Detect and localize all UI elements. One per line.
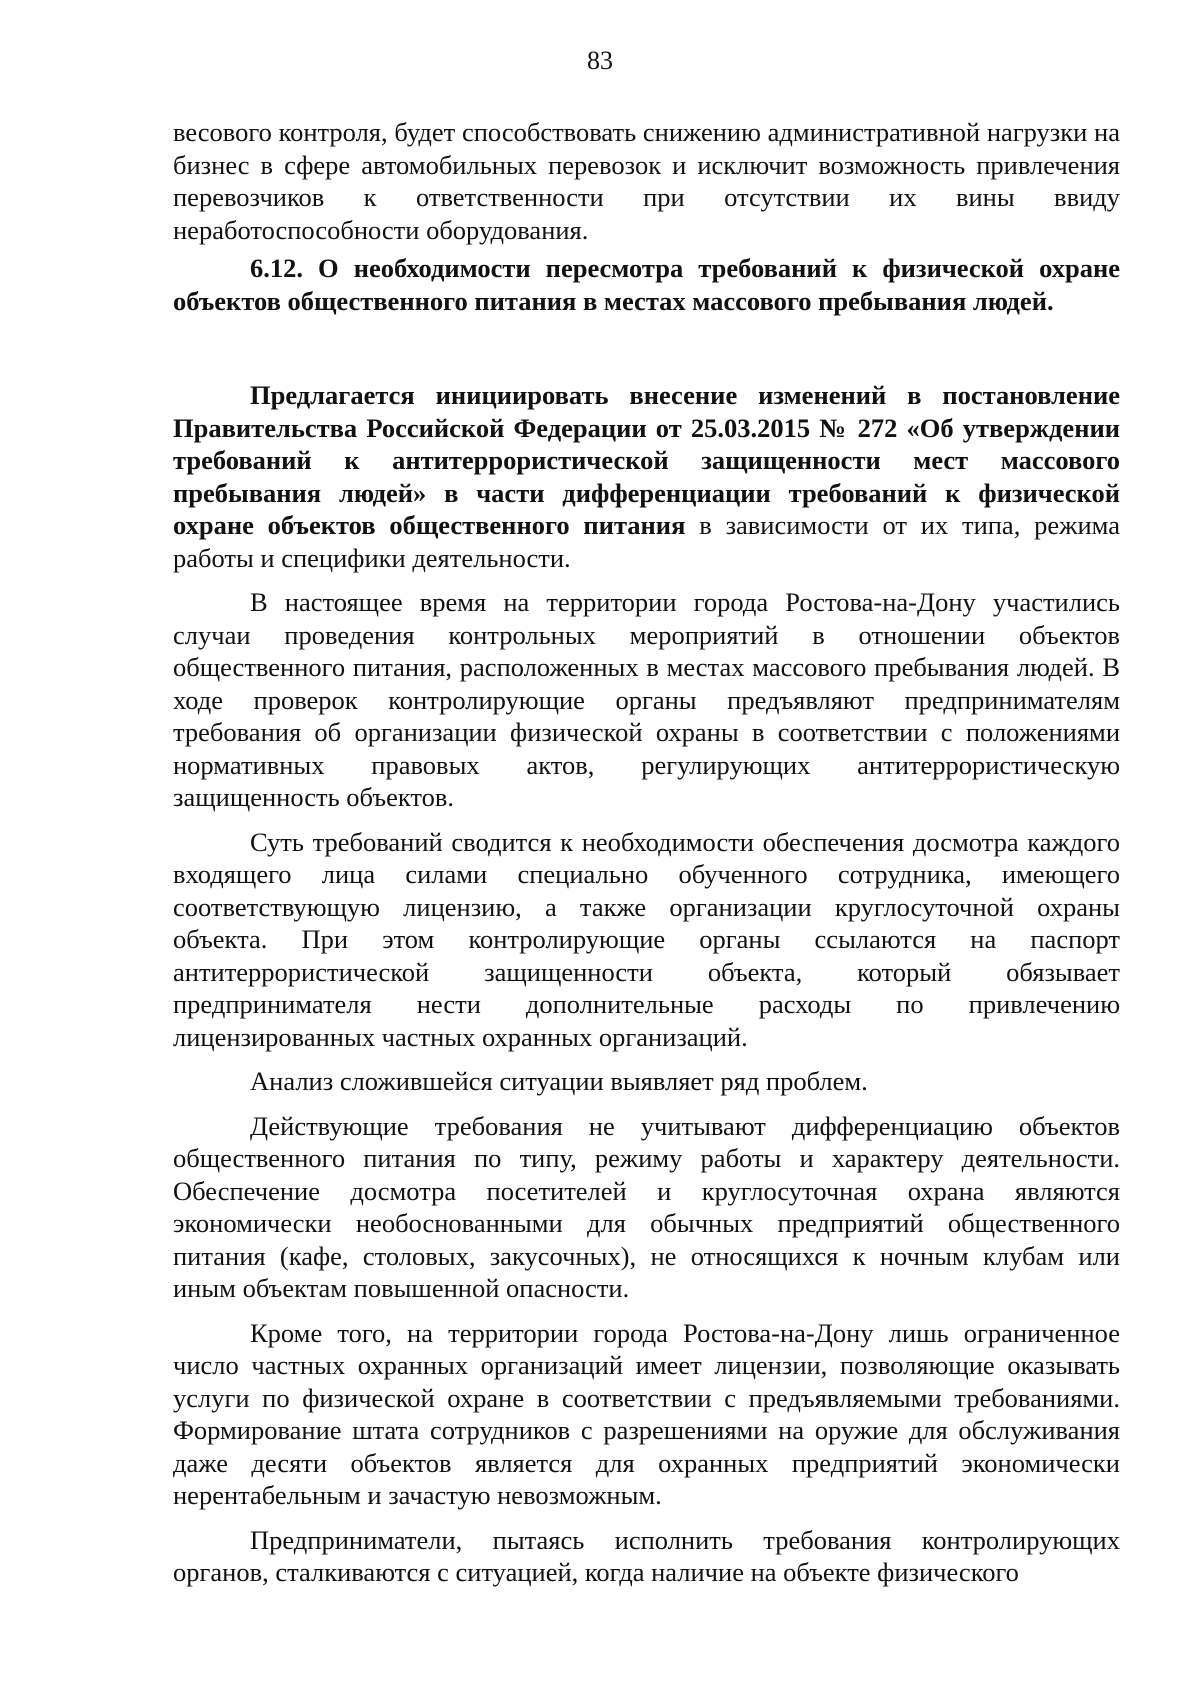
proposal-paragraph [173,379,1120,574]
paragraph-analysis: Анализ сложившейся ситуации выявляет ряд проблем. [250,1066,868,1096]
paragraph-current-situation: В настоящее время на территории города Ростова-на-Дону участились случаи проведения контрольных мероприятий в отношении объектов общественного питания, расположенных в местах массового пребывания людей. В ходе проверок контролирующие органы предъявляют предпринимателям требования об организации физической охраны в соответствии с положениями нормативных правовых актов, регулирующих антитеррористическую защищенность объектов. [173,587,1120,812]
paragraph-requirements-essence: Суть требований сводится к необходимости обеспечения досмотра каждого входящего лица силами специально обученного сотрудника, имеющего соответствующую лицензию, а также организации круглосуточной охраны объекта. При этом контролирующие органы ссылаются на паспорт антитеррористической защищенности объекта, который обязывает предпринимателя нести дополнительные расходы по привлечению лицензированных частных охранных организаций. [173,826,1120,1052]
document-body [173,116,1120,1589]
proposal-regular-text: в зависимости от их типа, режима работы и специфики деятельности. [173,510,1120,573]
paragraph-differentiation: Действующие требования не учитывают дифференциацию объектов общественного питания по типу, режиму работы и характеру деятельности. Обеспечение досмотра посетителей и круглосуточная охрана являются экономически необоснованными для обычных предприятий общественного питания (кафе, столовых, закусочных), не относящихся к ночным клубам или иным объектам повышенной опасности. [173,1110,1120,1303]
paragraph-licensed-organizations: Кроме того, на территории города Ростова-на-Дону лишь ограниченное число частных охранных организаций имеет лицензии, позволяющие оказывать услуги по физической охране в соответствии с предъявляемыми требованиями. Формирование штата сотрудников с разрешениями на оружие для обслуживания даже десяти объектов является для охранных предприятий экономически нерентабельным и зачастую невозможным. [173,1317,1120,1510]
section-heading: 6.12. О необходимости пересмотра требований к физической охране объектов общественного питания в местах массового пребывания людей. [173,253,1120,316]
paragraph-continued: весового контроля, будет способствовать снижению административной нагрузки на бизнес в сфере автомобильных перевозок и исключит возможность привлечения перевозчиков к ответственности при отсутствии их вины ввиду неработоспособности оборудования. [173,117,1120,245]
proposal-bold-text: Предлагается инициировать внесение изменений в постановление Правительства Российской Федерации от 25.03.2015 № 272 «Об утверждении требований к антитеррористической защищенности мест массового пребывания людей» в части дифференциации требований к физической охране объектов общественного питания [173,380,1120,540]
paragraph-entrepreneurs: Предприниматели, пытаясь исполнить требования контролирующих органов, сталкиваются с ситуацией, когда наличие на объекте физического [173,1524,1120,1587]
page-number: 83 [587,46,613,75]
